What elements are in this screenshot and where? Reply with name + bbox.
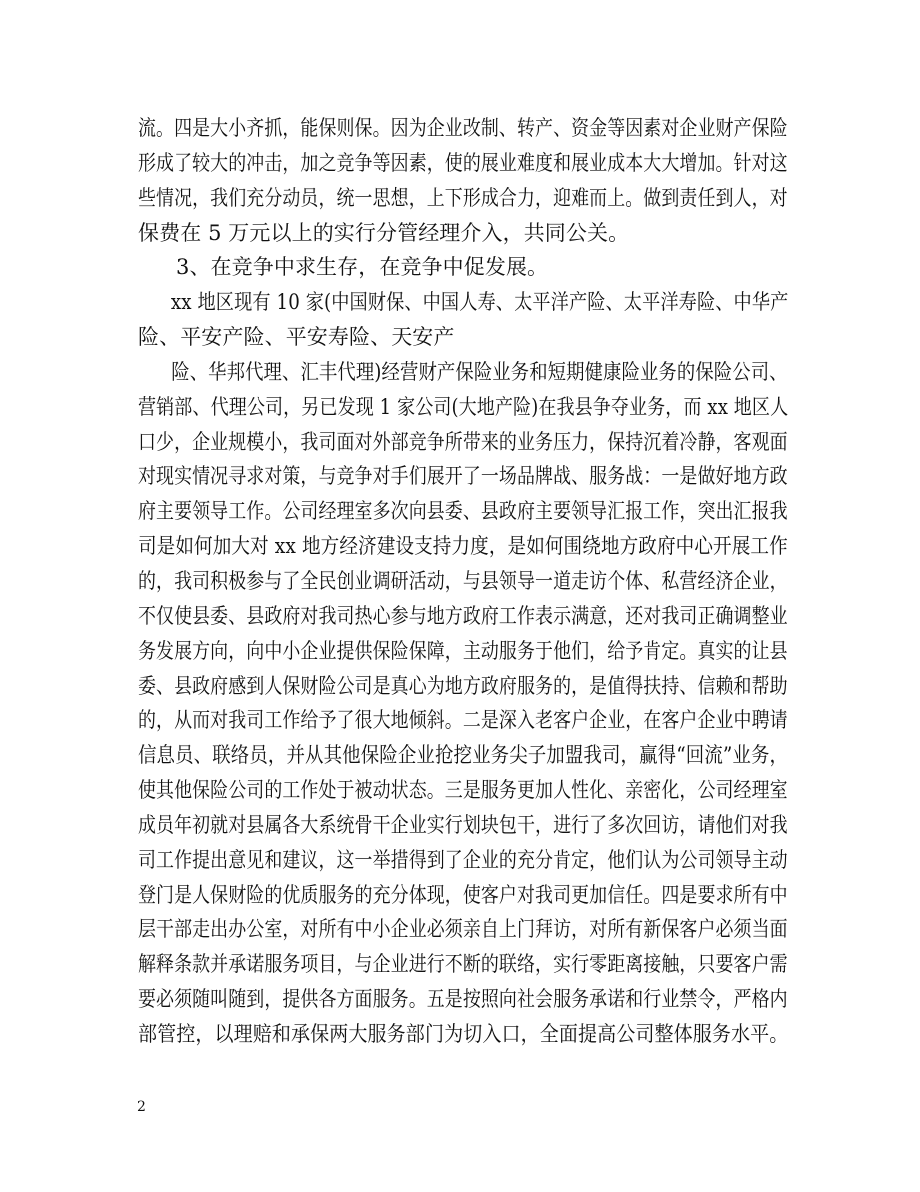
text-line: 登门是人保财险的优质服务的充分体现，使客户对我司更加信任。四是要求所有中 bbox=[138, 882, 788, 907]
text-line: 不仅使县委、县政府对我司热心参与地方政府工作表示满意，还对我司正确调整业 bbox=[138, 603, 788, 628]
text-line: 部管控，以理赔和承保两大服务部门为切入口，全面提高公司整体服务水平。 bbox=[138, 1021, 789, 1046]
page-number: 2 bbox=[137, 1099, 146, 1115]
text-line: 府主要领导工作。公司经理室多次向县委、县政府主要领导汇报工作，突出汇报我 bbox=[138, 499, 788, 524]
text-line: 司工作提出意见和建议，这一举措得到了企业的充分肯定，他们认为公司领导主动 bbox=[138, 847, 788, 872]
text-line: 形成了较大的冲击，加之竞争等因素，使的展业难度和展业成本大大增加。针对这 bbox=[138, 150, 788, 175]
text-line: 使其他保险公司的工作处于被动状态。三是服务更加人性化、亲密化，公司经理室 bbox=[138, 778, 788, 803]
text-line: 解释条款并承诺服务项目，与企业进行不断的联络，实行零距离接触，只要客户需 bbox=[138, 952, 788, 977]
text-line: 险、平安产险、平安寿险、天安产 bbox=[138, 325, 455, 350]
text-line: xx 地区现有 10 家(中国财保、中国人寿、太平洋产险、太平洋寿险、中华产 bbox=[170, 290, 789, 315]
text-line: 成员年初就对县属各大系统骨干企业实行划块包干，进行了多次回访，请他们对我 bbox=[138, 812, 788, 837]
text-line: 信息员、联络员，并从其他保险企业抢挖业务尖子加盟我司，赢得“回流”业务， bbox=[138, 743, 789, 768]
text-line: 对现实情况寻求对策，与竞争对手们展开了一场品牌战、服务战：一是做好地方政 bbox=[138, 464, 788, 489]
text-line: 些情况，我们充分动员，统一思想，上下形成合力，迎难而上。做到责任到人，对 bbox=[138, 185, 788, 210]
text-line: 的，我司积极参与了全民创业调研活动，与县领导一道走访个体、私营经济企业， bbox=[138, 568, 788, 593]
text-line: 营销部、代理公司，另已发现 1 家公司(大地产险)在我县争夺业务，而 xx 地区人 bbox=[138, 394, 789, 419]
text-line: 口少，企业规模小，我司面对外部竞争所带来的业务压力，保持沉着冷静，客观面 bbox=[138, 429, 788, 454]
body-text bbox=[138, 111, 789, 1052]
text-line: 的，从而对我司工作给予了很大地倾斜。二是深入老客户企业，在客户企业中聘请 bbox=[138, 708, 788, 733]
text-line: 流。四是大小齐抓，能保则保。因为企业改制、转产、资金等因素对企业财产保险 bbox=[138, 116, 788, 140]
text-line: 委、县政府感到人保财险公司是真心为地方政府服务的，是值得扶持、信赖和帮助 bbox=[138, 673, 788, 698]
text-line: 务发展方向，向中小企业提供保险保障，主动服务于他们，给予肯定。真实的让县 bbox=[138, 638, 788, 663]
text-line: 保费在 5 万元以上的实行分管经理介入，共同公关。 bbox=[138, 220, 630, 245]
text-line: 3、在竞争中求生存，在竞争中促发展。 bbox=[176, 255, 549, 280]
text-line: 层干部走出办公室，对所有中小企业必须亲自上门拜访，对所有新保客户必须当面 bbox=[138, 917, 788, 942]
text-line: 司是如何加大对 xx 地方经济建设支持力度，是如何围绕地方政府中心开展工作 bbox=[138, 534, 788, 559]
text-line: 险、华邦代理、汇丰代理)经营财产保险业务和短期健康险业务的保险公司、 bbox=[171, 359, 788, 384]
text-line: 要必须随叫随到，提供各方面服务。五是按照向社会服务承诺和行业禁令，严格内 bbox=[138, 987, 788, 1012]
